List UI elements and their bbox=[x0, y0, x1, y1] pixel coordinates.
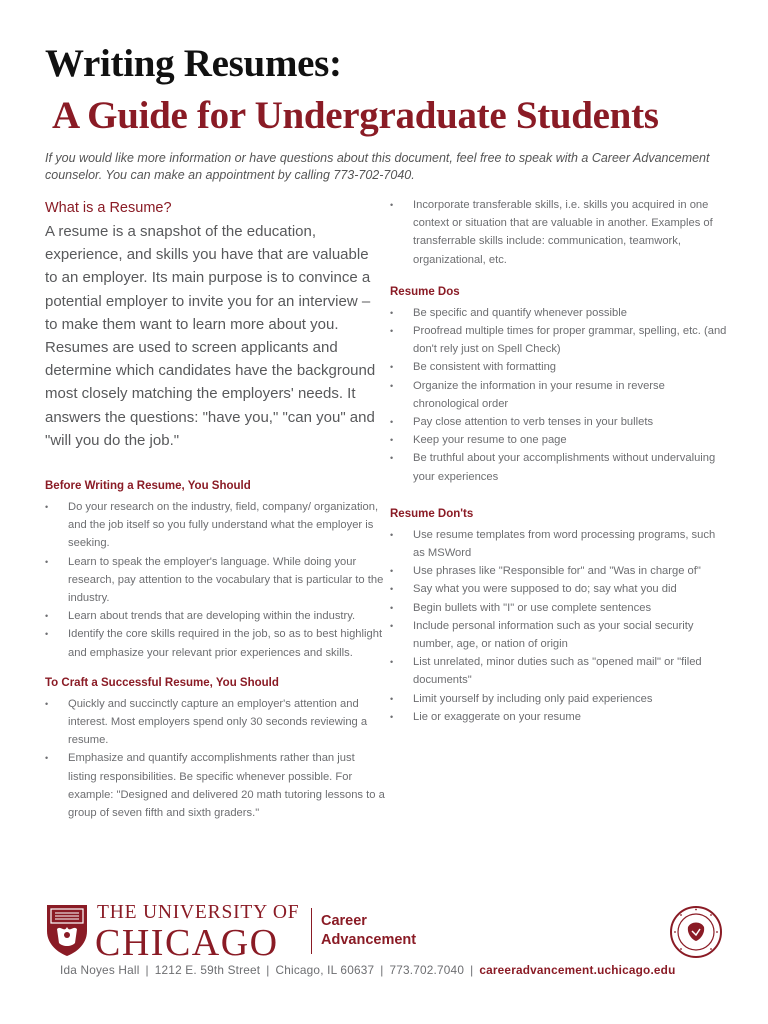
university-name-line2: CHICAGO bbox=[95, 922, 279, 964]
list-item: • Keep your resume to one page bbox=[390, 431, 730, 449]
list-item: • Organize the information in your resume in reverse chronological order bbox=[390, 377, 730, 413]
page-title: Writing Resumes: bbox=[45, 42, 342, 85]
continued-list bbox=[390, 196, 730, 269]
dos-list bbox=[390, 304, 730, 486]
list-item: • Proofread multiple times for proper grammar, spelling, etc. (and don't rely just on Spell Check) bbox=[390, 322, 730, 358]
craft-list bbox=[45, 695, 385, 822]
list-item: • Say what you were supposed to do; say what you did bbox=[390, 580, 730, 598]
intro-text: If you would like more information or have questions about this document, feel free to speak with a Career Advancement counselor. You can make an appointment by calling 773-702-7040. bbox=[45, 151, 710, 182]
footer-address: Ida Noyes Hall | 1212 E. 59th Street | Chicago, IL 60637 | 773.702.7040 | careeradvancement.uchicago.edu bbox=[60, 963, 676, 977]
what-is-heading: What is a Resume? bbox=[45, 200, 172, 216]
footer-divider bbox=[311, 908, 312, 954]
list-item: • Do your research on the industry, field, company/ organization, and the job itself so you fully understand what the employer is seeking. bbox=[45, 498, 385, 553]
right-column bbox=[390, 196, 730, 726]
donts-heading: Resume Don'ts bbox=[390, 507, 474, 520]
before-list bbox=[45, 498, 385, 662]
list-item: • Use phrases like "Responsible for" and "Was in charge of" bbox=[390, 562, 730, 580]
list-item: • Learn about trends that are developing within the industry. bbox=[45, 607, 385, 625]
address-phone: 773.702.7040 bbox=[389, 963, 465, 977]
address-building: Ida Noyes Hall bbox=[60, 963, 140, 977]
left-column bbox=[45, 196, 385, 822]
university-shield-logo-icon bbox=[45, 903, 89, 962]
craft-heading: To Craft a Successful Resume, You Should bbox=[45, 676, 279, 689]
donts-list bbox=[390, 526, 730, 726]
before-heading: Before Writing a Resume, You Should bbox=[45, 480, 251, 493]
department-name bbox=[321, 912, 416, 950]
dos-heading: Resume Dos bbox=[390, 285, 460, 298]
department-line2: Advancement bbox=[321, 932, 417, 948]
list-item: • Be specific and quantify whenever possible bbox=[390, 304, 730, 322]
list-item: • Pay close attention to verb tenses in your bullets bbox=[390, 413, 730, 431]
list-item: • Quickly and succinctly capture an employer's attention and interest. Most employers spend only 30 seconds reviewing a resume. bbox=[45, 695, 385, 750]
list-item: • List unrelated, minor duties such as "opened mail" or "filed documents" bbox=[390, 653, 730, 689]
department-line1: Career bbox=[321, 913, 367, 929]
list-item: • Identify the core skills required in the job, so as to best highlight and emphasize your relevant prior experiences and skills. bbox=[45, 625, 385, 661]
career-advancement-seal-icon bbox=[669, 905, 723, 964]
list-item: • Include personal information such as your social security number, age, or nation of origin bbox=[390, 617, 730, 653]
university-name-line1: THE UNIVERSITY OF bbox=[97, 902, 300, 923]
list-item: • Be truthful about your accomplishments without undervaluing your experiences bbox=[390, 449, 730, 485]
list-item: • Use resume templates from word processing programs, such as MSWord bbox=[390, 526, 730, 562]
list-item: • Limit yourself by including only paid experiences bbox=[390, 690, 730, 708]
list-item: • Incorporate transferable skills, i.e. skills you acquired in one context or situation that are valuable in another. Examples of transferrable skills include: communication, teamwork, organizational, etc. bbox=[390, 196, 730, 269]
list-item: • Begin bullets with "I" or use complete sentences bbox=[390, 599, 730, 617]
address-city: Chicago, IL 60637 bbox=[275, 963, 375, 977]
page-subtitle: A Guide for Undergraduate Students bbox=[52, 94, 659, 137]
address-street: 1212 E. 59th Street bbox=[154, 963, 261, 977]
website-link[interactable]: careeradvancement.uchicago.edu bbox=[479, 963, 676, 977]
list-item: • Lie or exaggerate on your resume bbox=[390, 708, 730, 726]
list-item: • Be consistent with formatting bbox=[390, 358, 730, 376]
list-item: • Learn to speak the employer's language. While doing your research, pay attention to the vocabulary that is particular to the industry. bbox=[45, 553, 385, 608]
what-is-text: A resume is a snapshot of the education, experience, and skills you have that are valuable to an employer. Its main purpose is to convince a potential employer to invite you for an interview – to make them want to learn more about you. Resumes are used to screen applicants and determine which candidates have the background most closely matching the employers' needs. It answers the questions: "have you," "can you" and "will you do the job." bbox=[45, 223, 376, 449]
list-item: • Emphasize and quantify accomplishments rather than just listing responsibilities. Be specific whenever possible. For example: "Designed and delivered 20 math tutoring lessons to a group of seven fifth and sixth graders." bbox=[45, 749, 385, 822]
